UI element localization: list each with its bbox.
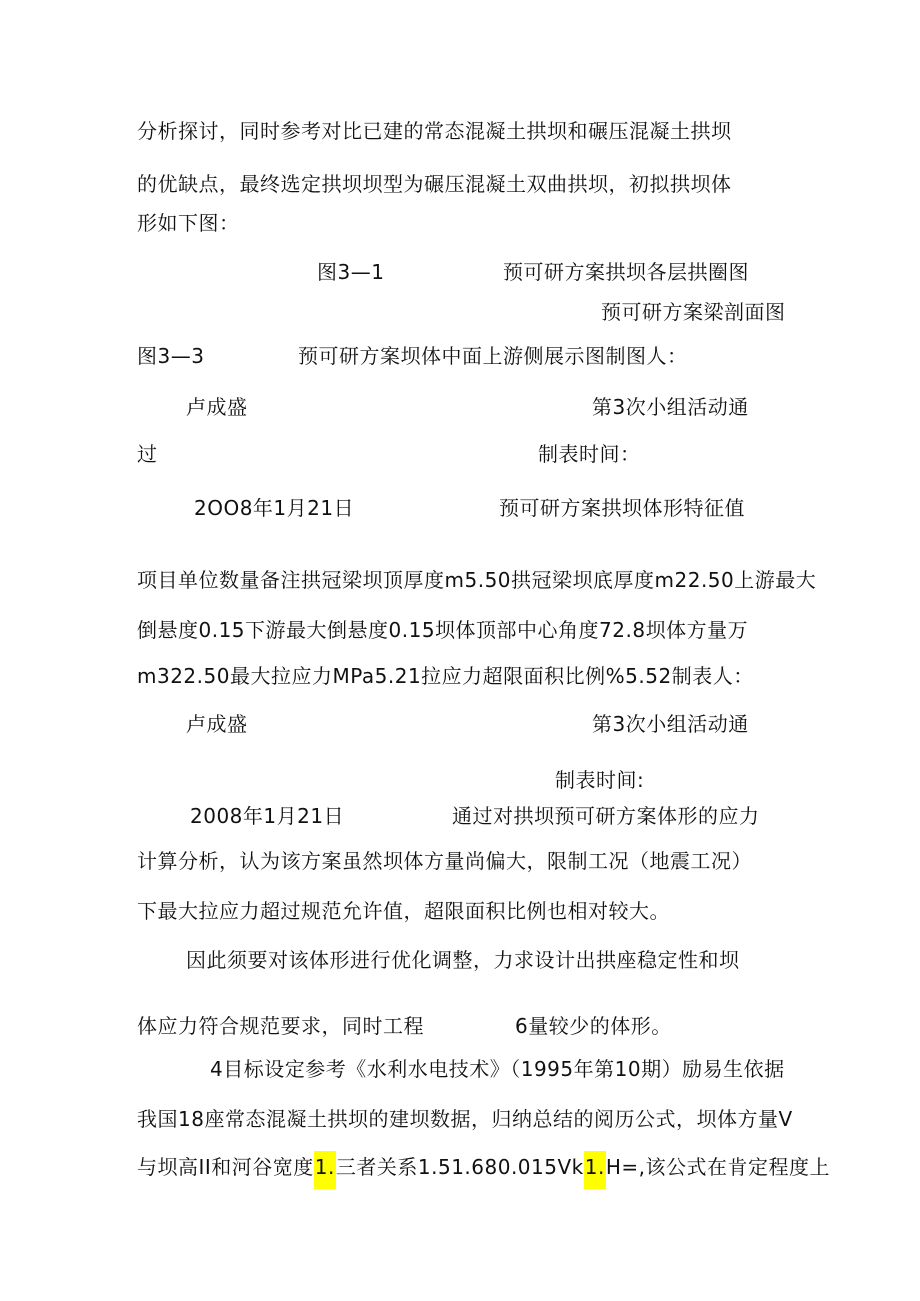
highlighted-text: 1.	[584, 1151, 606, 1189]
paragraph-line: 分析探讨，同时参考对比已建的常态混凝土拱坝和碾压混凝土拱坝	[137, 119, 732, 143]
paragraph-line	[137, 1153, 830, 1181]
date-text: 2008年1月21日	[190, 804, 345, 828]
time-label: 制表时间:	[555, 768, 645, 792]
author-name: 卢成盛	[186, 395, 248, 419]
table-text-line: 项目单位数量备注拱冠梁坝顶厚度m5.50拱冠梁坝底厚度m22.50上游最大	[137, 568, 817, 592]
paragraph-line: 计算分析，认为该方案虽然坝体方量尚偏大，限制工况（地震工况）	[137, 849, 752, 873]
text-segment: H=,该公式在肯定程度上	[605, 1155, 830, 1179]
figure-caption: 预可研方案梁剖面图	[601, 300, 786, 324]
paragraph-line: 4目标设定参考《水利水电技术》（1995年第10期）励易生依据	[210, 1057, 785, 1081]
paragraph-line: 因此须要对该体形进行优化调整，力求设计出拱座稳定性和坝	[186, 948, 740, 972]
date-text: 2OO8年1月21日	[194, 496, 355, 520]
paragraph-line: 6量较少的体形。	[515, 1014, 672, 1038]
group-activity: 第3次小组活动通	[592, 395, 749, 419]
group-activity: 第3次小组活动通	[592, 712, 749, 736]
figure-number: 图3—1	[317, 260, 385, 284]
author-name: 卢成盛	[186, 712, 248, 736]
table-title: 预可研方案拱坝体形特征值	[499, 496, 745, 520]
paragraph-line: 通过对拱坝预可研方案体形的应力	[452, 804, 760, 828]
paragraph-line: 的优缺点，最终选定拱坝坝型为碾压混凝土双曲拱坝，初拟拱坝体	[137, 172, 732, 196]
paragraph-line: 过	[137, 442, 158, 466]
paragraph-line: 体应力符合规范要求，同时工程	[137, 1014, 424, 1038]
paragraph-line: 形如下图：	[137, 211, 240, 235]
highlighted-text: 1.	[314, 1151, 336, 1189]
figure-caption: 预可研方案坝体中面上游侧展示图制图人：	[298, 344, 688, 368]
paragraph-line: 下最大拉应力超过规范允许值，超限面积比例也相对较大。	[137, 899, 670, 923]
text-segment: 三者关系1.51.680.015Vk	[335, 1155, 584, 1179]
text-segment: 与坝高II和河谷宽度	[137, 1155, 314, 1179]
time-label: 制表时间：	[538, 442, 641, 466]
figure-caption: 预可研方案拱坝各层拱圈图	[503, 260, 749, 284]
figure-number: 图3—3	[137, 344, 205, 368]
table-text-line: 倒悬度0.15下游最大倒悬度0.15坝体顶部中心角度72.8坝体方量万	[137, 618, 749, 642]
table-text-line: m322.50最大拉应力MPa5.21拉应力超限面积比例%5.52制表人：	[137, 664, 754, 688]
paragraph-line: 我国18座常态混凝土拱坝的建坝数据，归纳总结的阅历公式，坝体方量V	[137, 1107, 793, 1131]
